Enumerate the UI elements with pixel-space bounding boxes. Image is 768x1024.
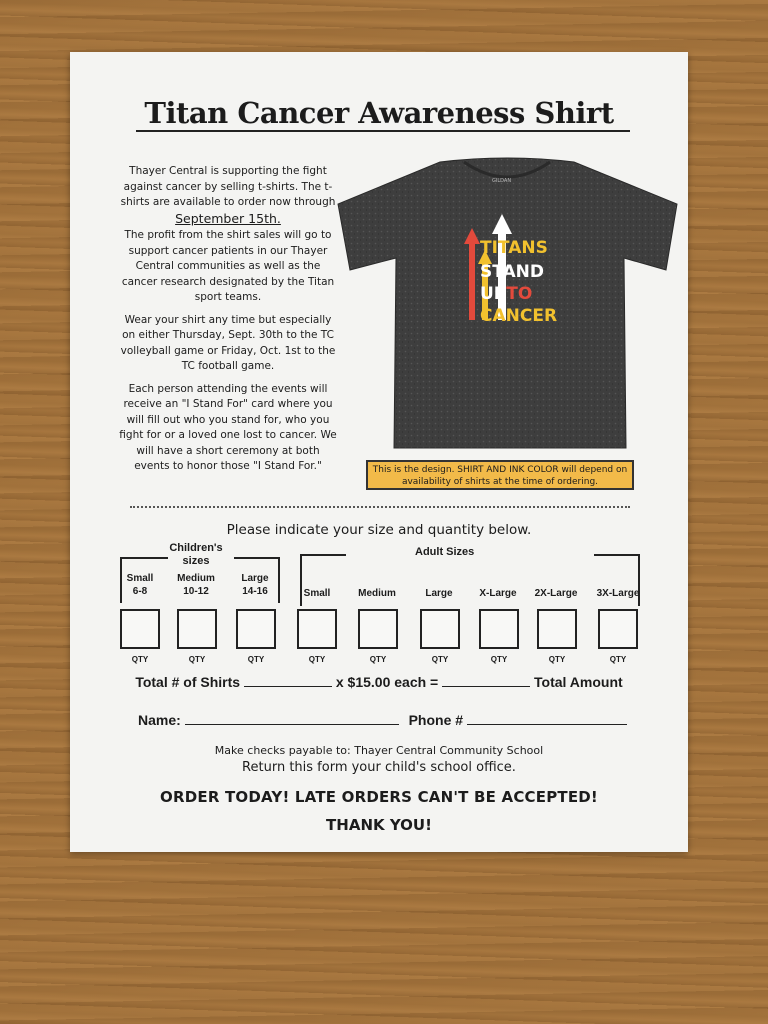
design-line-stand: STAND [480,262,545,282]
intro-text [118,164,338,482]
qty-box-adult-xlarge[interactable] [479,609,519,649]
design-note: This is the design. SHIRT AND INK COLOR will depend on availability of shirts at the time of ordering. [366,460,634,490]
qty-label: QTY [609,655,627,664]
design-to: TO [506,284,533,304]
qty-box-adult-medium[interactable] [358,609,398,649]
page-title: Titan Cancer Awareness Shirt [144,96,614,130]
size-label-adult-large: Large [425,588,453,599]
size-label-adult-2xlarge: 2X-Large [534,588,578,599]
qty-box-child-small[interactable] [120,609,160,649]
total-line [70,674,688,690]
shirt-image [332,152,682,462]
qty-label: QTY [548,655,566,664]
size-label-adult-xlarge: X-Large [479,588,517,599]
name-field[interactable] [185,712,399,725]
title-underline [136,130,630,132]
intro-p1-text: Thayer Central is supporting the fight against cancer by selling t-shirts. The t-shirts are available to order now through [120,165,336,208]
qty-label: QTY [308,655,326,664]
intro-paragraph-1 [118,164,338,306]
size-range: 10-12 [183,586,209,597]
size-range: 6-8 [132,586,148,597]
phone-field[interactable] [467,712,627,725]
size-label-adult-small: Small [303,588,331,599]
order-flyer [70,52,688,852]
qty-box-adult-3xlarge[interactable] [598,609,638,649]
qty-box-adult-2xlarge[interactable] [537,609,577,649]
qty-label: QTY [247,655,265,664]
adult-sizes-label: Adult Sizes [415,546,475,558]
total-amount-field[interactable] [442,674,530,687]
dotted-divider [130,506,630,508]
intro-paragraph-2: Wear your shirt any time but especially on either Thursday, Sept. 30th to the TC volleyball game or Friday, Oct. 1st to the TC football game. [120,313,336,372]
total-shirts-label: Total # of Shirts [135,674,241,690]
intro-p1-text-b: The profit from the shirt sales will go to support cancer patients in our Thayer Central communities as well as the cancer research designated by the Titan sport teams. [121,229,335,303]
checks-payable-text: Make checks payable to: Thayer Central Community School [214,744,544,757]
size-label-child-large [225,572,285,598]
order-today-text: ORDER TODAY! LATE ORDERS CAN'T BE ACCEPTED! [160,788,598,806]
size-name: Large [241,573,269,584]
size-label-child-small [110,572,170,598]
qty-box-child-large[interactable] [236,609,276,649]
qty-label: QTY [490,655,508,664]
thank-you-text: THANK YOU! [326,816,432,834]
shirt-design-text [432,232,582,332]
size-label-adult-medium: Medium [358,588,396,599]
name-label: Name: [138,712,181,728]
phone-label: Phone # [408,712,464,728]
qty-box-adult-large[interactable] [420,609,460,649]
qty-label: QTY [131,655,149,664]
shirt-tag: GILDAN [492,178,512,184]
size-name: Small [126,573,154,584]
order-deadline: September 15th. [175,210,281,226]
qty-label: QTY [188,655,206,664]
size-label-child-medium [166,572,226,598]
design-line-upto [480,284,532,305]
return-form-text: Return this form your child's school office. [242,760,516,775]
qty-box-adult-small[interactable] [297,609,337,649]
intro-paragraph-3: Each person attending the events will receive an "I Stand For" card where you will fill out who you stand for, who you fight for or a loved one lost to cancer. We will have a short ceremony at both events to honor those "I Stand For." [119,382,337,472]
total-amount-label: Total Amount [534,674,623,690]
size-label-adult-3xlarge: 3X-Large [596,588,640,599]
qty-box-child-medium[interactable] [177,609,217,649]
qty-label: QTY [431,655,449,664]
size-instruction: Please indicate your size and quantity below. [226,522,532,538]
design-up: UP [480,284,507,304]
size-name: Medium [177,573,215,584]
design-line-cancer: CANCER [480,306,558,326]
total-shirts-field[interactable] [244,674,332,687]
size-range: 14-16 [242,586,268,597]
qty-label: QTY [369,655,387,664]
design-line-titans: TITANS [480,238,548,258]
price-label: x $15.00 each = [335,674,439,690]
contact-line [138,712,627,728]
childrens-sizes-label: Children's sizes [169,542,223,567]
